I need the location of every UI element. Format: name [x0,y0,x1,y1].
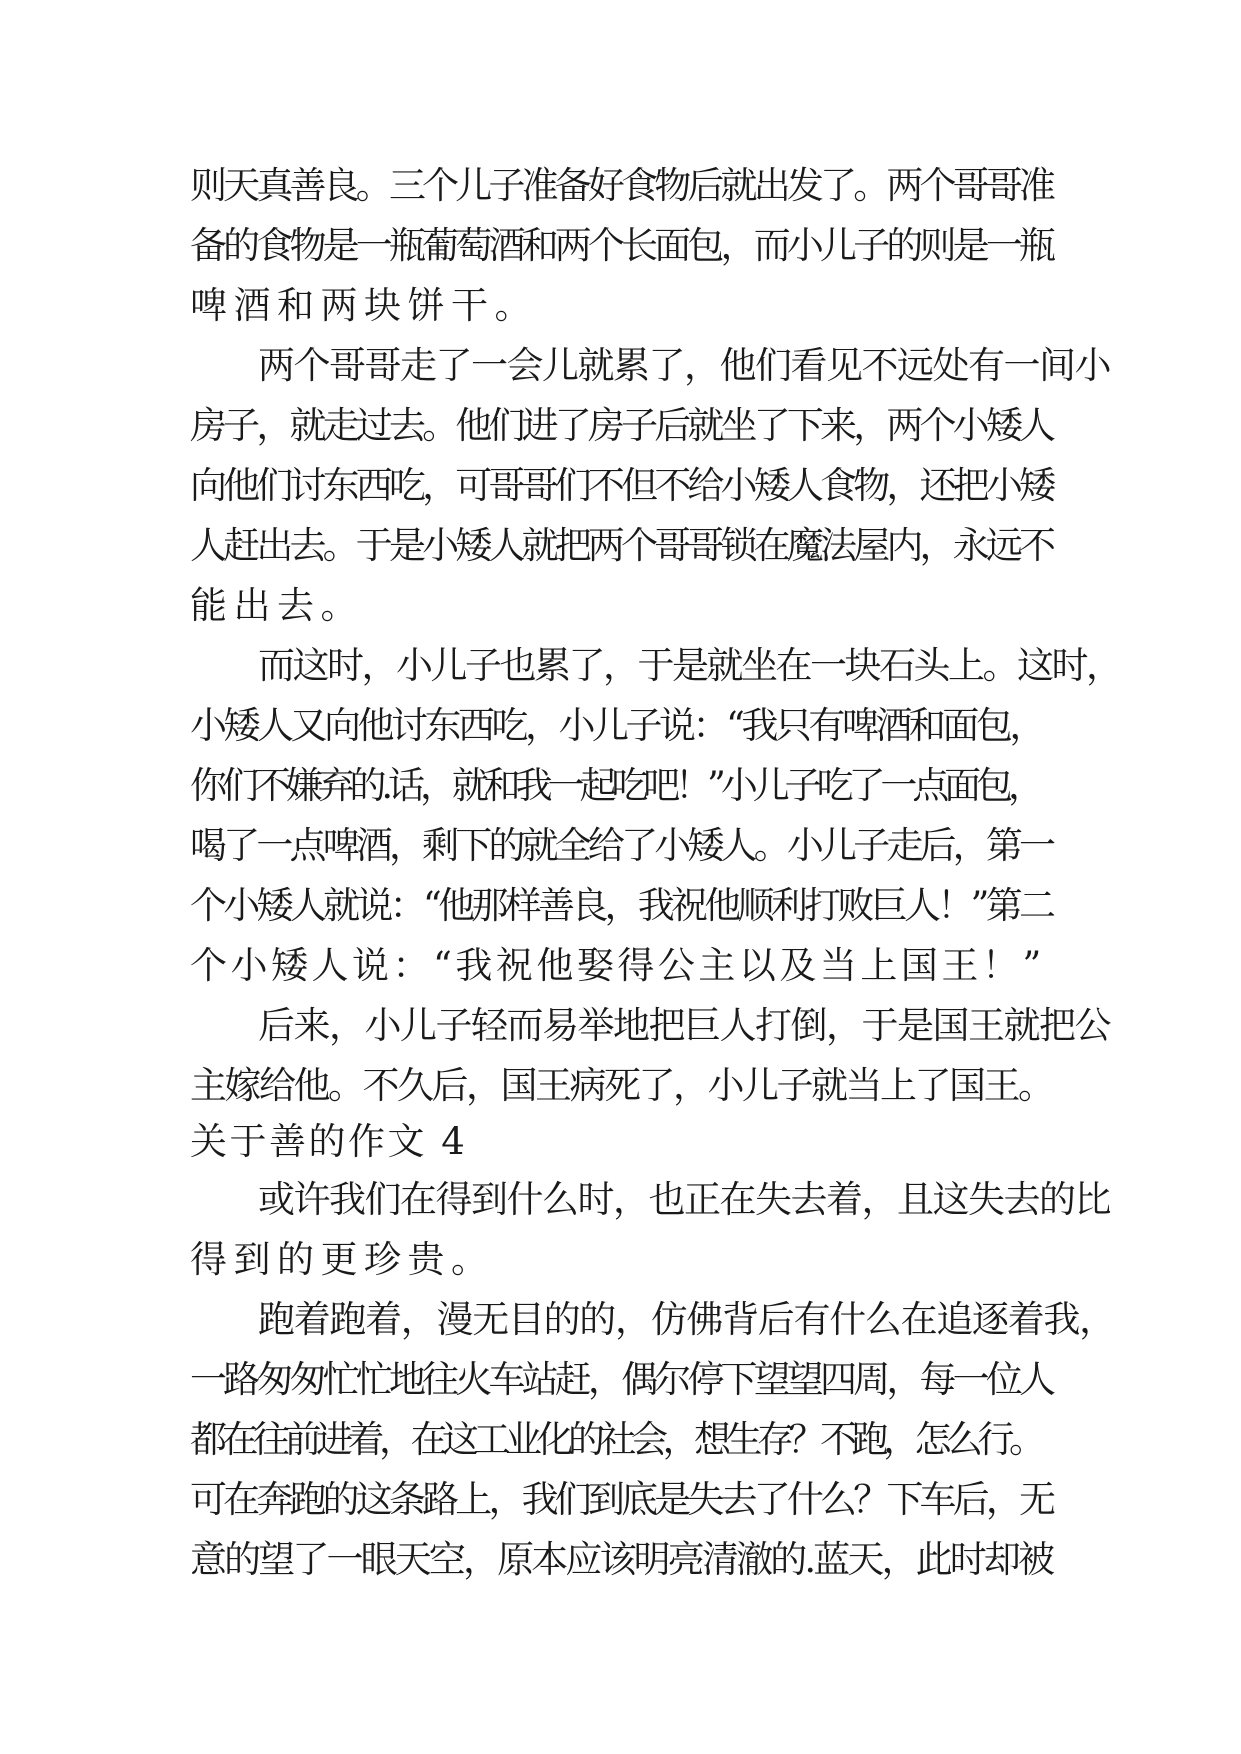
text-line: 个小矮人就说：“他那样善良，我祝他顺利打败巨人！”第二 [190,884,1052,927]
text-line: 一路匆匆忙忙地往火车站赶，偶尔停下望望四周，每一位人 [190,1358,1052,1401]
text-line: 喝了一点啤酒，剩下的就全给了小矮人。小儿子走后，第一 [190,824,1052,867]
section-heading: 关于善的作文 4 [190,1120,468,1163]
text-line: 人赶出去。于是小矮人就把两个哥哥锁在魔法屋内，永远不 [190,524,1052,567]
paragraph-first-line: 跑着跑着，漫无目的的，仿佛背后有什么在追逐着我， [258,1298,1115,1341]
paragraph-first-line: 两个哥哥走了一会儿就累了，他们看见不远处有一间小 [258,344,1110,387]
text-line: 向他们讨东西吃，可哥哥们不但不给小矮人食物，还把小矮 [190,464,1052,507]
text-line: 备的食物是一瓶葡萄酒和两个长面包，而小儿子的则是一瓶 [190,224,1052,267]
text-line: 都在往前进着，在这工业化的社会，想生存？不跑，怎么行。 [190,1418,1041,1461]
text-line: 房子，就走过去。他们进了房子后就坐了下来，两个小矮人 [190,404,1052,447]
text-line: 意的望了一眼天空，原本应该明亮清澈的.蓝天，此时却被 [190,1538,1052,1581]
text-line: 你们不嫌弃的.话，就和我一起吃吧！”小儿子吃了一点面包， [190,764,1040,807]
text-line: 则天真善良。三个儿子准备好食物后就出发了。两个哥哥准 [190,164,1052,207]
text-line: 能出去。 [190,584,364,627]
paragraph-first-line: 后来，小儿子轻而易举地把巨人打倒，于是国王就把公 [258,1004,1110,1047]
paragraph-first-line: 或许我们在得到什么时，也正在失去着，且这失去的比 [258,1178,1110,1221]
text-line: 小矮人又向他讨东西吃，小儿子说：“我只有啤酒和面包， [190,704,1043,747]
text-line: 得到的更珍贵。 [190,1238,495,1281]
paragraph-first-line: 而这时，小儿子也累了，于是就坐在一块石头上。这时， [258,644,1121,687]
text-line: 啤酒和两块饼干。 [190,284,538,327]
text-line: 主嫁给他。不久后，国王病死了，小儿子就当上了国王。 [190,1064,1053,1107]
text-line: 可在奔跑的这条路上，我们到底是失去了什么？下车后，无 [190,1478,1052,1521]
text-line: 个小矮人说：“我祝他娶得公主以及当上国王！” [190,944,1045,987]
